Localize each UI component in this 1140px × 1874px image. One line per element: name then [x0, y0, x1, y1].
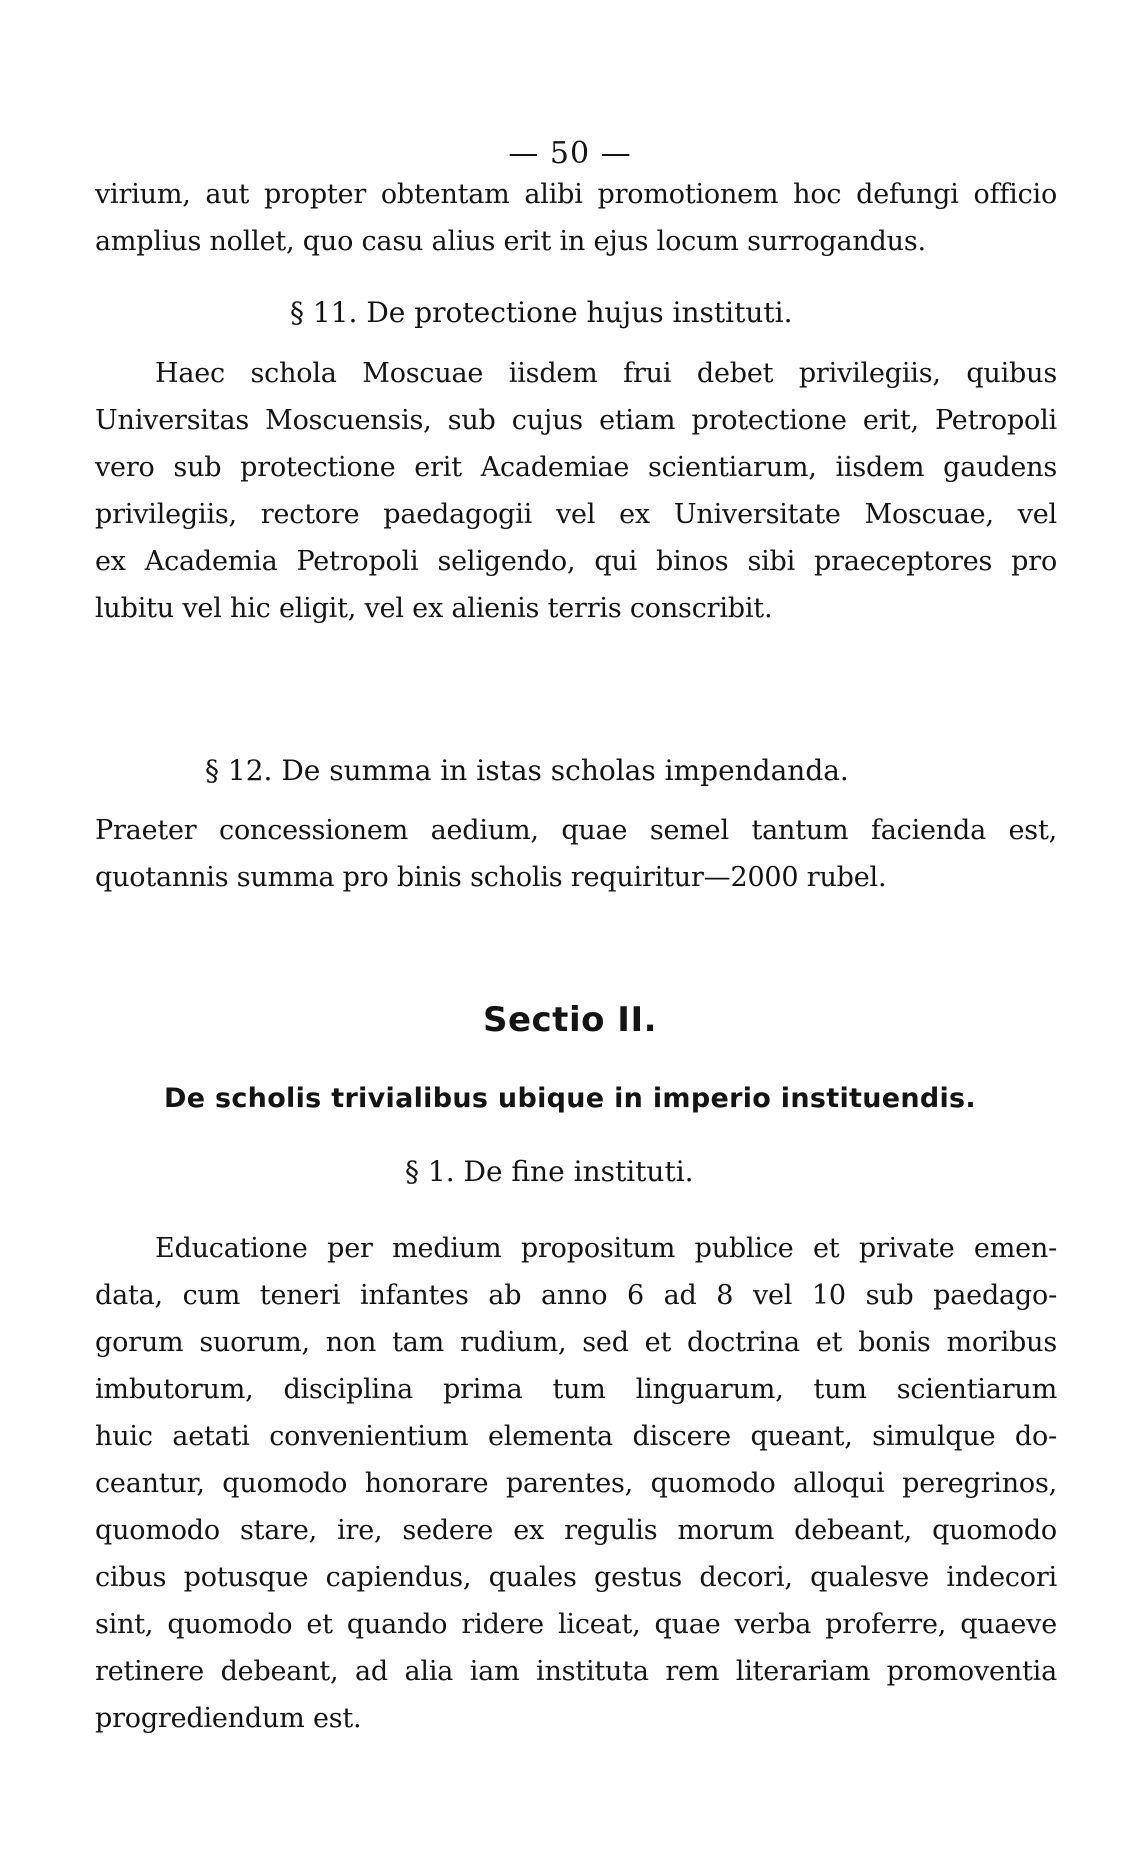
- continuation-paragraph: [95, 171, 1057, 265]
- text-line: Praeter concessionem aedium, quae semel tantum facienda est,: [95, 815, 1057, 846]
- text-line: Haec schola Moscuae iisdem frui debet privilegiis, quibus: [155, 358, 1057, 389]
- text-line: huic aetati convenientium elementa discere queant, simulque do-: [95, 1421, 1057, 1452]
- section-11-heading: § 11. De protectione hujus instituti.: [290, 296, 793, 329]
- text-line: quotannis summa pro binis scholis requiritur—2000 rubel.: [95, 862, 887, 893]
- text-line: ceantur, quomodo honorare parentes, quomodo alloqui peregrinos,: [95, 1468, 1057, 1499]
- section-title: Sectio II.: [482, 1000, 658, 1040]
- text-line: amplius nollet, quo casu alius erit in ejus locum surrogandus.: [95, 226, 926, 257]
- text-line: lubitu vel hic eligit, vel ex alienis terris conscribit.: [95, 593, 773, 624]
- section-12-heading: § 12. De summa in istas scholas impendanda.: [205, 754, 849, 787]
- section-1-paragraph: [95, 1225, 1057, 1742]
- section-12-paragraph: [95, 807, 1057, 901]
- text-line: retinere debeant, ad alia iam instituta rem literariam promoventia: [95, 1656, 1057, 1687]
- text-line: vero sub protectione erit Academiae scientiarum, iisdem gaudens: [95, 452, 1057, 483]
- text-line: cibus potusque capiendus, quales gestus decori, qualesve indecori: [95, 1562, 1057, 1593]
- text-line: progrediendum est.: [95, 1703, 362, 1734]
- section-subtitle: De scholis trivialibus ubique in imperio instituendis.: [163, 1083, 976, 1114]
- section-11-paragraph: [95, 350, 1057, 632]
- text-line: Universitas Moscuensis, sub cujus etiam protectione erit, Petropoli: [95, 405, 1057, 436]
- text-line: privilegiis, rectore paedagogii vel ex Universitate Moscuae, vel: [95, 499, 1057, 530]
- text-line: quomodo stare, ire, sedere ex regulis morum debeant, quomodo: [95, 1515, 1057, 1546]
- page-number: — 50 —: [508, 136, 632, 171]
- section-1-heading: § 1. De fine instituti.: [405, 1155, 694, 1188]
- text-line: data, cum teneri infantes ab anno 6 ad 8 vel 10 sub paedago-: [95, 1280, 1057, 1311]
- text-line: Educatione per medium propositum publice et private emen-: [155, 1233, 1057, 1264]
- text-line: ex Academia Petropoli seligendo, qui binos sibi praeceptores pro: [95, 546, 1057, 577]
- text-line: sint, quomodo et quando ridere liceat, quae verba proferre, quaeve: [95, 1609, 1057, 1640]
- text-line: virium, aut propter obtentam alibi promotionem hoc defungi officio: [95, 179, 1057, 210]
- text-line: imbutorum, disciplina prima tum linguarum, tum scientiarum: [95, 1374, 1057, 1405]
- text-line: gorum suorum, non tam rudium, sed et doctrina et bonis moribus: [95, 1327, 1057, 1358]
